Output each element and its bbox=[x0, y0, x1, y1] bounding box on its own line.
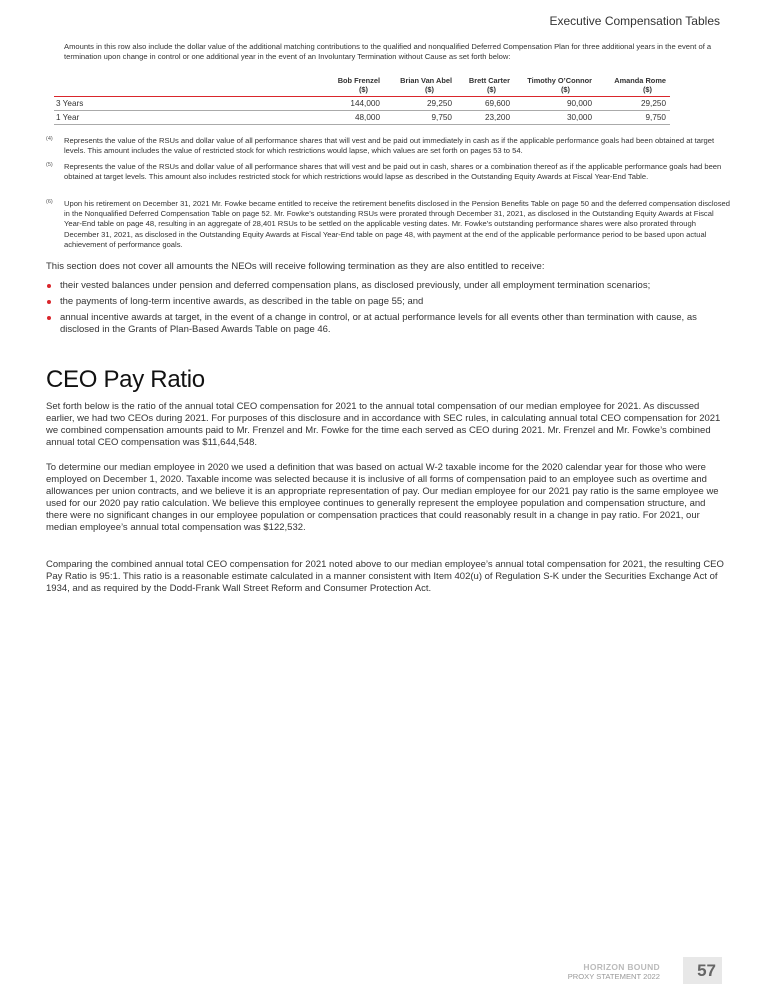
section-heading: CEO Pay Ratio bbox=[46, 366, 205, 393]
table-cell: 144,000 bbox=[312, 97, 384, 111]
table-header-blank bbox=[54, 76, 312, 97]
column-unit: ($) bbox=[642, 85, 652, 94]
table-cell: 23,200 bbox=[456, 111, 514, 125]
row-label: 1 Year bbox=[54, 111, 312, 125]
column-unit: ($) bbox=[424, 85, 434, 94]
table-cell: 90,000 bbox=[514, 97, 596, 111]
section-header: Executive Compensation Tables bbox=[549, 14, 720, 28]
page-number: 57 bbox=[697, 961, 716, 980]
footnote-marker: (4) bbox=[46, 136, 53, 142]
column-unit: ($) bbox=[560, 85, 570, 94]
page-footer bbox=[568, 962, 660, 981]
table-row bbox=[54, 97, 670, 111]
column-header bbox=[456, 76, 514, 97]
table-cell: 30,000 bbox=[514, 111, 596, 125]
list-item-text: their vested balances under pension and deferred compensation plans, as disclosed previously, under all employment termination scenarios; bbox=[60, 280, 651, 291]
footnote-5 bbox=[46, 162, 730, 182]
lead-text: This section does not cover all amounts the NEOs will receive following termination as they are also entitled to receive: bbox=[46, 261, 545, 272]
footnote-marker: (5) bbox=[46, 162, 53, 168]
table-header-row bbox=[54, 76, 670, 97]
page-number-box bbox=[683, 957, 722, 984]
intro-note: Amounts in this row also include the dollar value of the additional matching contributions to the qualified and nonqualified Deferred Compensation Plan for three additional years in the event of a termination upon change in control or one additional year in the event of an Involuntary Termination without Cause as set forth below: bbox=[64, 42, 712, 62]
list-item bbox=[46, 312, 706, 336]
footnote-marker: (6) bbox=[46, 199, 53, 205]
bullet-icon bbox=[47, 316, 51, 320]
column-header bbox=[514, 76, 596, 97]
bullet-icon bbox=[47, 300, 51, 304]
paragraph: Comparing the combined annual total CEO compensation for 2021 noted above to our median employee’s annual total compensation for 2021, the resulting CEO Pay Ratio is 95:1. This ratio is a reasonable estimate calculated in a manner consistent with Item 402(u) of Regulation S-K under the Securities Exchange Act of 1934, and as required by the Dodd-Frank Wall Street Reform and Consumer Protection Act. bbox=[46, 559, 724, 594]
paragraph: Set forth below is the ratio of the annual total CEO compensation for 2021 to the annual total compensation of our median employee for 2021. As discussed earlier, we had two CEOs during 2021. For purposes of this disclosure and in accordance with SEC rules, in calculating annual total CEO compensation for 2021 we combined compensation amounts paid to Mr. Frenzel and Mr. Fowke for the time each served as CEO during 2021. Mr. Frenzel and Mr. Fowke’s combined annual total CEO compensation was $11,644,548. bbox=[46, 401, 721, 448]
paragraph: To determine our median employee in 2020 we used a definition that was based on actual W-2 taxable income for the 2020 calendar year for those who were employed on December 1, 2020. Taxable income was selected because it is inclusive of all forms of compensation paid to an employee such as overtime and allowances per union contracts, and we believe it is an appropriate representation of pay. Our median employee for our 2021 pay ratio is the same employee we used for our 2020 pay ratio calculation. We believe this employee continues to generally represent the employee population and compensation structure, and there were no significant changes in our employee population or compensation practices that could reasonably result in a change in pay ratio. For 2021, our median employee’s annual total compensation was $122,532. bbox=[46, 462, 719, 533]
bullet-icon bbox=[47, 284, 51, 288]
column-name: Brett Carter bbox=[468, 76, 510, 85]
list-item bbox=[46, 296, 706, 308]
table-cell: 29,250 bbox=[384, 97, 456, 111]
table-cell: 69,600 bbox=[456, 97, 514, 111]
list-item-text: the payments of long-term incentive awards, as described in the table on page 55; and bbox=[60, 296, 424, 307]
footer-brand: HORIZON BOUND bbox=[583, 962, 660, 972]
footnote-6 bbox=[46, 199, 730, 250]
table-cell: 9,750 bbox=[384, 111, 456, 125]
footnote-4 bbox=[46, 136, 730, 156]
footnote-text: Upon his retirement on December 31, 2021 Mr. Fowke became entitled to receive the retirement benefits disclosed in the Pension Benefits Table on page 50 and the deferred compensation disclosed in the Nonqualified Deferred Compensation Table on page 52. Mr. Fowke’s outstanding RSUs were prorated through December 31, 2021, as disclosed in the Outstanding Equity Awards at Fiscal Year-End table on page 48, resulting in an aggregate of 28,401 RSUs to be settled on the applicable vesting dates. Mr. Fowke’s outstanding performance shares were also prorated through December 31, 2021, as disclosed in the Outstanding Equity Awards at Fiscal Year-End table on page 48, with payment at the end of the applicable performance period to be based upon actual achievement of performance goals. bbox=[64, 199, 730, 249]
table-cell: 48,000 bbox=[312, 111, 384, 125]
list-item-text: annual incentive awards at target, in the event of a change in control, or at actual performance levels for all events other than termination with cause, as disclosed in the Grants of Plan-Based Awards Table on page 46. bbox=[60, 312, 697, 335]
row-label: 3 Years bbox=[54, 97, 312, 111]
column-name: Timothy O’Connor bbox=[527, 76, 592, 85]
list-item bbox=[46, 280, 706, 292]
footnote-text: Represents the value of the RSUs and dollar value of all performance shares that will vest and be paid out immediately in cash as if the applicable performance goals had been obtained at target levels. This amount includes the value of restricted stock for which restrictions would lapse, which values are set forth on pages 53 to 54. bbox=[64, 136, 715, 156]
column-header bbox=[596, 76, 670, 97]
column-unit: ($) bbox=[486, 85, 496, 94]
column-name: Amanda Rome bbox=[614, 76, 666, 85]
column-header bbox=[384, 76, 456, 97]
table-cell: 9,750 bbox=[596, 111, 670, 125]
column-name: Bob Frenzel bbox=[337, 76, 380, 85]
column-header bbox=[312, 76, 384, 97]
compensation-table bbox=[54, 76, 670, 125]
column-unit: ($) bbox=[358, 85, 368, 94]
footnote-text: Represents the value of the RSUs and dollar value of all performance shares that will vest and be paid out in cash, shares or a combination thereof as if the applicable performance goals had been obtained at target levels. This amount also includes restricted stock for which restrictions would lapse as described in the Outstanding Equity Awards at Fiscal Year-End Table. bbox=[64, 162, 722, 182]
table-row bbox=[54, 111, 670, 125]
column-name: Brian Van Abel bbox=[400, 76, 452, 85]
table-cell: 29,250 bbox=[596, 97, 670, 111]
footer-subtitle: PROXY STATEMENT 2022 bbox=[567, 972, 660, 981]
entitlement-list bbox=[46, 280, 706, 340]
